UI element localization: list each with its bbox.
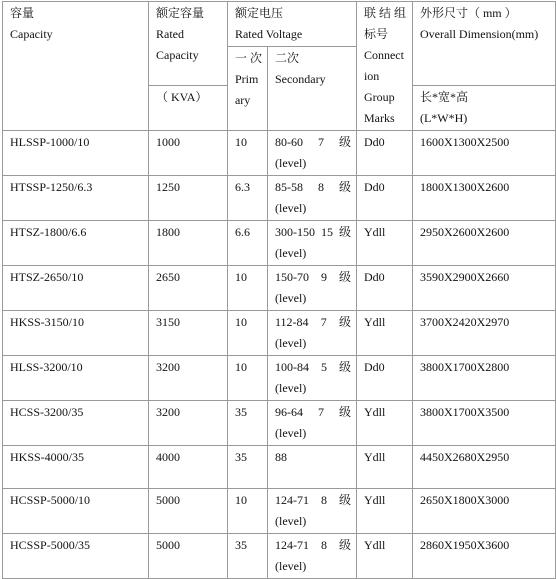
cell-group: Ydll bbox=[356, 221, 412, 266]
cell-model: HLSSP-1000/10 bbox=[3, 131, 149, 176]
header-group-en-4: Marks bbox=[363, 111, 395, 125]
secondary-range: 300-150 bbox=[274, 225, 315, 239]
cell-secondary bbox=[267, 131, 356, 176]
header-voltage-zh: 额定电压 bbox=[234, 6, 283, 20]
secondary-range: 100-84 bbox=[274, 360, 309, 374]
header-capacity-en-1: Rated bbox=[155, 27, 184, 41]
header-group-zh-1: 联 结 组 bbox=[363, 6, 406, 20]
secondary-range: 150-70 bbox=[274, 270, 309, 284]
secondary-steps-unit: 级 bbox=[338, 180, 351, 194]
cell-model: HTSZ-1800/6.6 bbox=[3, 221, 149, 266]
header-voltage-en: Rated Voltage bbox=[234, 27, 303, 41]
cell-dimension: 3700X2420X2970 bbox=[412, 311, 555, 356]
secondary-steps-unit: 级 bbox=[338, 225, 351, 239]
cell-primary: 6.3 bbox=[227, 176, 267, 221]
header-secondary bbox=[267, 47, 356, 131]
cell-primary: 10 bbox=[227, 266, 267, 311]
secondary-level-label: (level) bbox=[274, 426, 307, 440]
cell-primary: 35 bbox=[227, 446, 267, 489]
secondary-steps: 9 bbox=[320, 270, 327, 284]
cell-secondary bbox=[267, 534, 356, 579]
cell-dimension: 1800X1300X2600 bbox=[412, 176, 555, 221]
cell-dimension: 2650X1800X3000 bbox=[412, 489, 555, 534]
header-model bbox=[3, 2, 149, 131]
header-model-en: Capacity bbox=[10, 27, 53, 41]
cell-model: HTSZ-2650/10 bbox=[3, 266, 149, 311]
table-row bbox=[3, 176, 556, 221]
cell-primary: 10 bbox=[227, 131, 267, 176]
cell-group: Ydll bbox=[356, 489, 412, 534]
cell-dimension: 1600X1300X2500 bbox=[412, 131, 555, 176]
secondary-level-label: (level) bbox=[274, 514, 307, 528]
header-primary-zh: 一 次 bbox=[234, 51, 262, 65]
cell-capacity: 1250 bbox=[148, 176, 227, 221]
secondary-steps: 8 bbox=[320, 493, 327, 507]
secondary-level-label: (level) bbox=[274, 246, 307, 260]
header-capacity-unit: （ KVA） bbox=[148, 86, 227, 131]
header-row-1 bbox=[3, 2, 556, 47]
secondary-steps: 5 bbox=[320, 360, 327, 374]
cell-model: HLSS-3200/10 bbox=[3, 356, 149, 401]
cell-group: Dd0 bbox=[356, 176, 412, 221]
cell-group: Dd0 bbox=[356, 266, 412, 311]
secondary-steps: 8 bbox=[317, 180, 324, 194]
header-group-en-1: Connect bbox=[363, 48, 404, 62]
header-capacity-zh: 额定容量 bbox=[155, 6, 204, 20]
header-dimension-zh: 外形尺寸（ mm ） bbox=[419, 6, 517, 20]
cell-group: Dd0 bbox=[356, 356, 412, 401]
table-row bbox=[3, 401, 556, 446]
cell-group: Ydll bbox=[356, 446, 412, 489]
cell-capacity: 5000 bbox=[148, 534, 227, 579]
header-capacity-en-2: Capacity bbox=[155, 48, 199, 62]
header-model-zh: 容量 bbox=[10, 6, 35, 20]
secondary-steps-unit: 级 bbox=[338, 135, 351, 149]
secondary-range-line bbox=[275, 447, 351, 468]
table-row bbox=[3, 446, 556, 489]
cell-capacity: 3200 bbox=[148, 401, 227, 446]
cell-capacity: 3150 bbox=[148, 311, 227, 356]
secondary-range: 88 bbox=[274, 450, 287, 464]
secondary-range-line bbox=[275, 357, 351, 378]
cell-model: HKSS-3150/10 bbox=[3, 311, 149, 356]
secondary-steps-unit: 级 bbox=[338, 493, 351, 507]
cell-model: HKSS-4000/35 bbox=[3, 446, 149, 489]
secondary-range-line bbox=[275, 177, 351, 198]
cell-dimension: 3590X2900X2660 bbox=[412, 266, 555, 311]
cell-dimension: 4450X2680X2950 bbox=[412, 446, 555, 489]
header-dimension-sub-zh: 长*宽*高 bbox=[419, 90, 468, 104]
table-row bbox=[3, 489, 556, 534]
cell-primary: 10 bbox=[227, 311, 267, 356]
cell-dimension: 3800X1700X2800 bbox=[412, 356, 555, 401]
secondary-level-label: (level) bbox=[274, 559, 307, 573]
secondary-range: 80-60 bbox=[274, 135, 303, 149]
header-dimension-en: Overall Dimension(mm) bbox=[419, 27, 539, 41]
secondary-range-line bbox=[275, 490, 351, 511]
table-row bbox=[3, 311, 556, 356]
cell-primary: 10 bbox=[227, 356, 267, 401]
secondary-steps: 15 bbox=[320, 225, 333, 239]
cell-capacity: 1000 bbox=[148, 131, 227, 176]
header-group-zh-2: 标号 bbox=[363, 27, 388, 41]
secondary-range-line bbox=[275, 222, 351, 243]
cell-group: Ydll bbox=[356, 534, 412, 579]
secondary-range: 124-71 bbox=[274, 538, 309, 552]
secondary-steps: 7 bbox=[320, 315, 327, 329]
cell-dimension: 2860X1950X3600 bbox=[412, 534, 555, 579]
cell-group: Dd0 bbox=[356, 131, 412, 176]
header-capacity bbox=[148, 2, 227, 86]
secondary-range: 96-64 bbox=[274, 405, 303, 419]
cell-capacity: 5000 bbox=[148, 489, 227, 534]
secondary-level-label: (level) bbox=[274, 381, 307, 395]
secondary-steps-unit: 级 bbox=[338, 360, 351, 374]
header-secondary-zh: 二次 bbox=[274, 51, 299, 65]
table-row bbox=[3, 266, 556, 311]
table-row bbox=[3, 356, 556, 401]
cell-secondary bbox=[267, 489, 356, 534]
cell-dimension: 2950X2600X2600 bbox=[412, 221, 555, 266]
cell-capacity: 3200 bbox=[148, 356, 227, 401]
secondary-range-line bbox=[275, 132, 351, 153]
secondary-steps-unit: 级 bbox=[338, 315, 351, 329]
secondary-range: 85-58 bbox=[274, 180, 303, 194]
cell-capacity: 4000 bbox=[148, 446, 227, 489]
header-group-en-2: ion bbox=[363, 69, 380, 83]
table-row bbox=[3, 131, 556, 176]
cell-group: Ydll bbox=[356, 401, 412, 446]
cell-secondary bbox=[267, 176, 356, 221]
secondary-steps-unit: 级 bbox=[338, 538, 351, 552]
header-primary bbox=[227, 47, 267, 131]
cell-model: HTSSP-1250/6.3 bbox=[3, 176, 149, 221]
cell-dimension: 3800X1700X3500 bbox=[412, 401, 555, 446]
cell-capacity: 1800 bbox=[148, 221, 227, 266]
header-voltage bbox=[227, 2, 356, 47]
header-dimension-sub-en: (L*W*H) bbox=[419, 111, 468, 125]
cell-secondary bbox=[267, 356, 356, 401]
header-group-en-3: Group bbox=[363, 90, 395, 104]
cell-group: Ydll bbox=[356, 311, 412, 356]
secondary-steps: 8 bbox=[320, 538, 327, 552]
secondary-range-line bbox=[275, 402, 351, 423]
secondary-range-line bbox=[275, 312, 351, 333]
secondary-level-label: (level) bbox=[274, 291, 307, 305]
secondary-steps: 7 bbox=[317, 135, 324, 149]
cell-primary: 6.6 bbox=[227, 221, 267, 266]
secondary-range: 124-71 bbox=[274, 493, 309, 507]
cell-secondary bbox=[267, 266, 356, 311]
cell-model: HCSSP-5000/10 bbox=[3, 489, 149, 534]
cell-model: HCSSP-5000/35 bbox=[3, 534, 149, 579]
cell-secondary bbox=[267, 311, 356, 356]
header-dimension-sub bbox=[412, 86, 555, 131]
secondary-steps-unit: 级 bbox=[338, 405, 351, 419]
cell-secondary bbox=[267, 446, 356, 489]
cell-secondary bbox=[267, 401, 356, 446]
header-primary-en-2: ary bbox=[234, 93, 251, 107]
secondary-level-label: (level) bbox=[274, 201, 307, 215]
cell-secondary bbox=[267, 221, 356, 266]
secondary-level-label: (level) bbox=[274, 156, 307, 170]
table-row bbox=[3, 534, 556, 579]
secondary-steps: 7 bbox=[317, 405, 324, 419]
secondary-range-line bbox=[275, 535, 351, 556]
cell-model: HCSS-3200/35 bbox=[3, 401, 149, 446]
secondary-range-line bbox=[275, 267, 351, 288]
header-group bbox=[356, 2, 412, 131]
secondary-range: 112-84 bbox=[274, 315, 309, 329]
cell-primary: 35 bbox=[227, 534, 267, 579]
cell-primary: 35 bbox=[227, 401, 267, 446]
secondary-steps-unit: 级 bbox=[338, 270, 351, 284]
cell-primary: 10 bbox=[227, 489, 267, 534]
header-secondary-en: Secondary bbox=[274, 72, 326, 86]
header-primary-en-1: Prim bbox=[234, 72, 259, 86]
table-row bbox=[3, 221, 556, 266]
transformer-spec-table bbox=[2, 1, 556, 579]
secondary-level-label: (level) bbox=[274, 336, 307, 350]
header-dimension bbox=[412, 2, 555, 86]
cell-capacity: 2650 bbox=[148, 266, 227, 311]
